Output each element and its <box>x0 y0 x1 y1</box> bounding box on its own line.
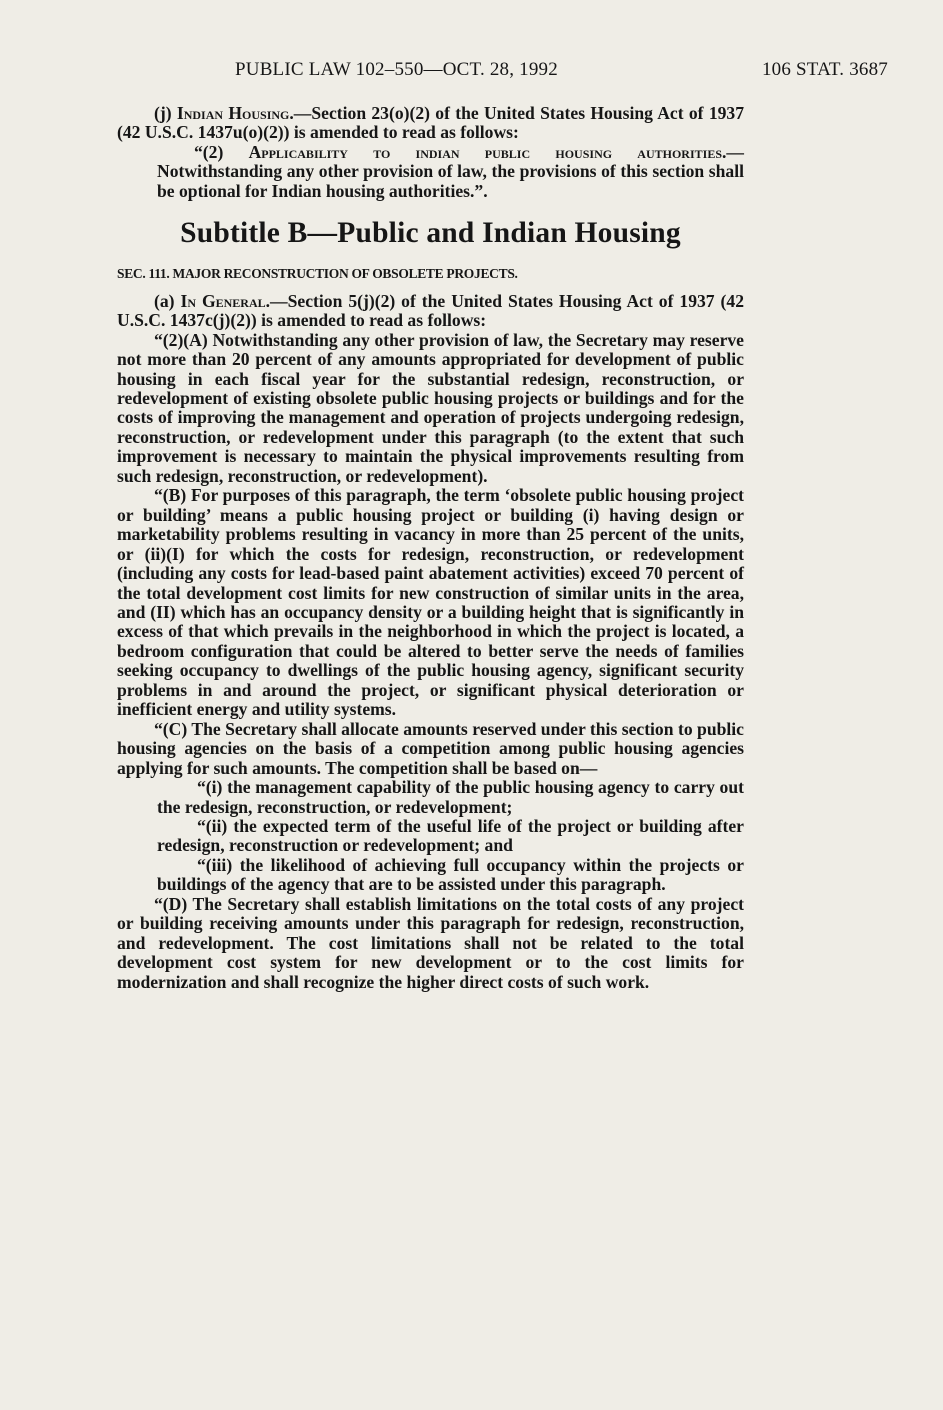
subparagraph-2A: “(2)(A) Notwithstanding any other provision of law, the Secretary may reserve not more than 20 percent of any amounts appropriated for development of public housing in each fiscal year for the substantial redesign, reconstruction, or redevelopment of existing obsolete public housing projects or buildings and for the costs of improving the management and operation of projects undergoing redesign, reconstruction, or redevelopment under this paragraph (to the extent that such improvement is necessary to maintain the physical improvements resulting from such redesign, reconstruction, or redevelopment). <box>117 329 744 486</box>
clause-ii: “(ii) the expected term of the useful life of the project or building after redesign, reconstruction or redevelopment; and <box>157 815 744 856</box>
statutes-page-number: 106 STAT. 3687 <box>761 59 888 80</box>
law-citation: PUBLIC LAW 102–550—OCT. 28, 1992 <box>235 59 558 80</box>
clause-iii: “(iii) the likelihood of achieving full occupancy within the projects or buildings of the agency that are to be assisted under this paragraph. <box>157 854 744 895</box>
subtitle-heading: Subtitle B—Public and Indian Housing <box>180 217 681 250</box>
body-text <box>117 104 744 992</box>
paragraph-j: (j) Indian Housing.—Section 23(o)(2) of the United States Housing Act of 1937 (42 U.S.C. 1437u(o)(2)) is amended to read as follows: <box>117 103 745 143</box>
subparagraph-D: “(D) The Secretary shall establish limitations on the total costs of any project or building receiving amounts under this paragraph for redesign, reconstruction, and redevelopment. The cost limitations shall not be related to the total development cost system for new development or to the cost limits for modernization and shall recognize the higher direct costs of such work. <box>117 893 744 992</box>
quoted-paragraph-2-heading: Applicability to indian public housing authorities <box>248 141 722 162</box>
clause-i: “(i) the management capability of the public housing agency to carry out the redesign, reconstruction, or redevelopment; <box>157 777 744 817</box>
subparagraph-C: “(C) The Secretary shall allocate amounts reserved under this section to public housing agencies on the basis of a competition among public housing agencies applying for such amounts. The competition shall be based on— <box>117 718 744 778</box>
subparagraph-B: “(B) For purposes of this paragraph, the term ‘obsolete public housing project or building’ means a public housing project or building (i) having design or marketability problems resulting in vacancy in more than 25 percent of the units, or (ii)(I) for which the costs for redesign, reconstruction, or redevelopment (including any costs for lead-based paint abatement activities) exceed 70 percent of the total development cost limits for new construction of similar units in the area, and (II) which has an occupancy density or a building height that is significantly in excess of that which prevails in the neighborhood in which the project is located, a bedroom configuration that could be altered to better serve the needs of families seeking occupancy to dwellings of the public housing agency, significant security problems in and around the project, or significant physical deterioration or inefficient energy and utility systems. <box>117 485 744 720</box>
paragraph-a: (a) In General.—Section 5(j)(2) of the United States Housing Act of 1937 (42 U.S.C. 1437c(j)(2)) is amended to read as follows: <box>117 290 745 331</box>
paragraph-a-heading: In General <box>180 290 266 311</box>
quoted-paragraph-2: “(2) Applicability to indian public housing authorities.—Notwithstanding any other provision of law, the provisions of this section shall be optional for Indian housing authorities.”. <box>157 141 744 201</box>
paragraph-j-heading: Indian Housing <box>176 103 290 123</box>
section-heading: SEC. 111. MAJOR RECONSTRUCTION OF OBSOLETE PROJECTS. <box>117 266 518 282</box>
